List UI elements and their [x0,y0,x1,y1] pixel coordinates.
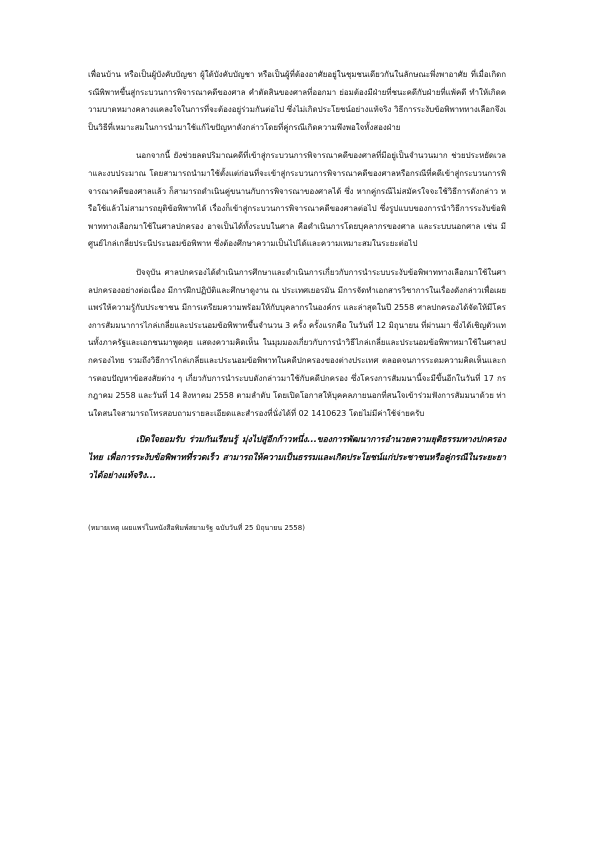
paragraph-3: ปัจจุบัน ศาลปกครองได้ดำเนินการศึกษาและดำเนินการเกี่ยวกับการนำระบบระงับข้อพิพาททางเลือกมาใช้ในศาลปกครองอย่างต่อเนื่อง มีการฝึกปฏิบัติและศึกษาดูงาน ณ ประเทศเยอรมัน มีการจัดทำเอกสารวิชาการในเรื่องดังกล่าวเพื่อเผยแพร่ให้ความรู้กับประชาชน มีการเตรียมความพร้อมให้กับบุคลากรในองค์กร และล่าสุดในปี 2558 ศาลปกครองได้จัดให้มีโครงการสัมมนาการไกล่เกลี่ยและประนอมข้อพิพาทขึ้นจำนวน 3 ครั้ง ครั้งแรกคือ ในวันที่ 12 มิถุนายน ที่ผ่านมา ซึ่งได้เชิญตัวแทนทั้งภาครัฐและเอกชนมาพูดคุย แสดงความคิดเห็น ในมุมมองเกี่ยวกับการนำวิธีไกล่เกลี่ยและประนอมข้อพิพาทมาใช้ในศาลปกครองไทย รวมถึงวิธีการไกล่เกลี่ยและประนอมข้อพิพาทในคดีปกครองของต่างประเทศ ตลอดจนการระดมความคิดเห็นและการตอบปัญหาข้อสงสัยต่าง ๆ เกี่ยวกับการนำระบบดังกล่าวมาใช้กับคดีปกครอง ซึ่งโครงการสัมมนานี้จะมีขึ้นอีกในวันที่ 17 กรกฎาคม 2558 และวันที่ 14 สิงหาคม 2558 ตามลำดับ โดยเปิดโอกาสให้บุคคลภายนอกที่สนใจเข้าร่วมฟังการสัมมนาด้วย ท่านใดสนใจสามารถโทรสอบถามรายละเอียดและสำรองที่นั่งได้ที่ 02 1410623 โดยไม่มีค่าใช้จ่ายครับ [88,267,506,418]
closing-statement: เปิดใจยอมรับ ร่วมกันเรียนรู้ มุ่งไปสู่อีกก้าวหนึ่ง...ของการพัฒนาการอำนวยความยุติธรรมทางปกครองไทย เพื่อการระงับข้อพิพาทที่รวดเร็ว สามารถให้ความเป็นธรรมและเกิดประโยชน์แก่ประชาชนหรือคู่กรณีในระยะยาวได้อย่างแท้จริง... [88,435,506,481]
paragraph-1: เพื่อนบ้าน หรือเป็นผู้บังคับบัญชา ผู้ใต้บังคับบัญชา หรือเป็นผู้ที่ต้องอาศัยอยู่ในชุมชนเดียวกันในลักษณะพึ่งพาอาศัย ที่เมื่อเกิดกรณีพิพาทขึ้นสู่กระบวนการพิจารณาคดีของศาล คำตัดสินของศาลที่ออกมา ย่อมต้องมีฝ่ายที่ชนะคดีกับฝ่ายที่แพ้คดี ทำให้เกิดความบาดหมางคลางแคลงใจในการที่จะต้องอยู่ร่วมกันต่อไป ซึ่งไม่เกิดประโยชน์อย่างแท้จริง วิธีการระงับข้อพิพาททางเลือกจึงเป็นวิธีที่เหมาะสมในการนำมาใช้แก้ไขปัญหาดังกล่าวโดยที่คู่กรณีเกิดความพึงพอใจทั้งสองฝ่าย [88,70,506,132]
publication-note: (หมายเหตุ เผยแพร่ในหนังสือพิมพ์สยามรัฐ ฉบับวันที่ 25 มิถุนายน 2558) [88,523,305,532]
paragraph-2: นอกจากนี้ ยังช่วยลดปริมาณคดีที่เข้าสู่กระบวนการพิจารณาคดีของศาลที่มีอยู่เป็นจำนวนมาก ช่วยประหยัดเวลาและงบประมาณ โดยสามารถนำมาใช้ตั้งแต่ก่อนที่จะเข้าสู่กระบวนการพิจารณาคดีของศาลหรือกรณีที่คดีเข้าสู่กระบวนการพิจารณาคดีของศาลแล้ว ก็สามารถดำเนินคู่ขนานกับการพิจารณาของศาลได้ ซึ่ง หากคู่กรณีไม่สมัครใจจะใช้วิธีการดังกล่าว หรือใช้แล้วไม่สามารถยุติข้อพิพาทได้ เรื่องก็เข้าสู่กระบวนการพิจารณาคดีของศาลต่อไป ซึ่งรูปแบบของการนำวิธีการระงับข้อพิพาททางเลือกมาใช้ในศาลปกครอง อาจเป็นได้ทั้งระบบในศาล คือดำเนินการโดยบุคลากรของศาล และระบบนอกศาล เช่น มีศูนย์ไกล่เกลี่ยประนีประนอมข้อพิพาท ซึ่งต้องศึกษาความเป็นไปได้และความเหมาะสมในระยะต่อไป [88,151,506,249]
document-body [88,66,506,534]
